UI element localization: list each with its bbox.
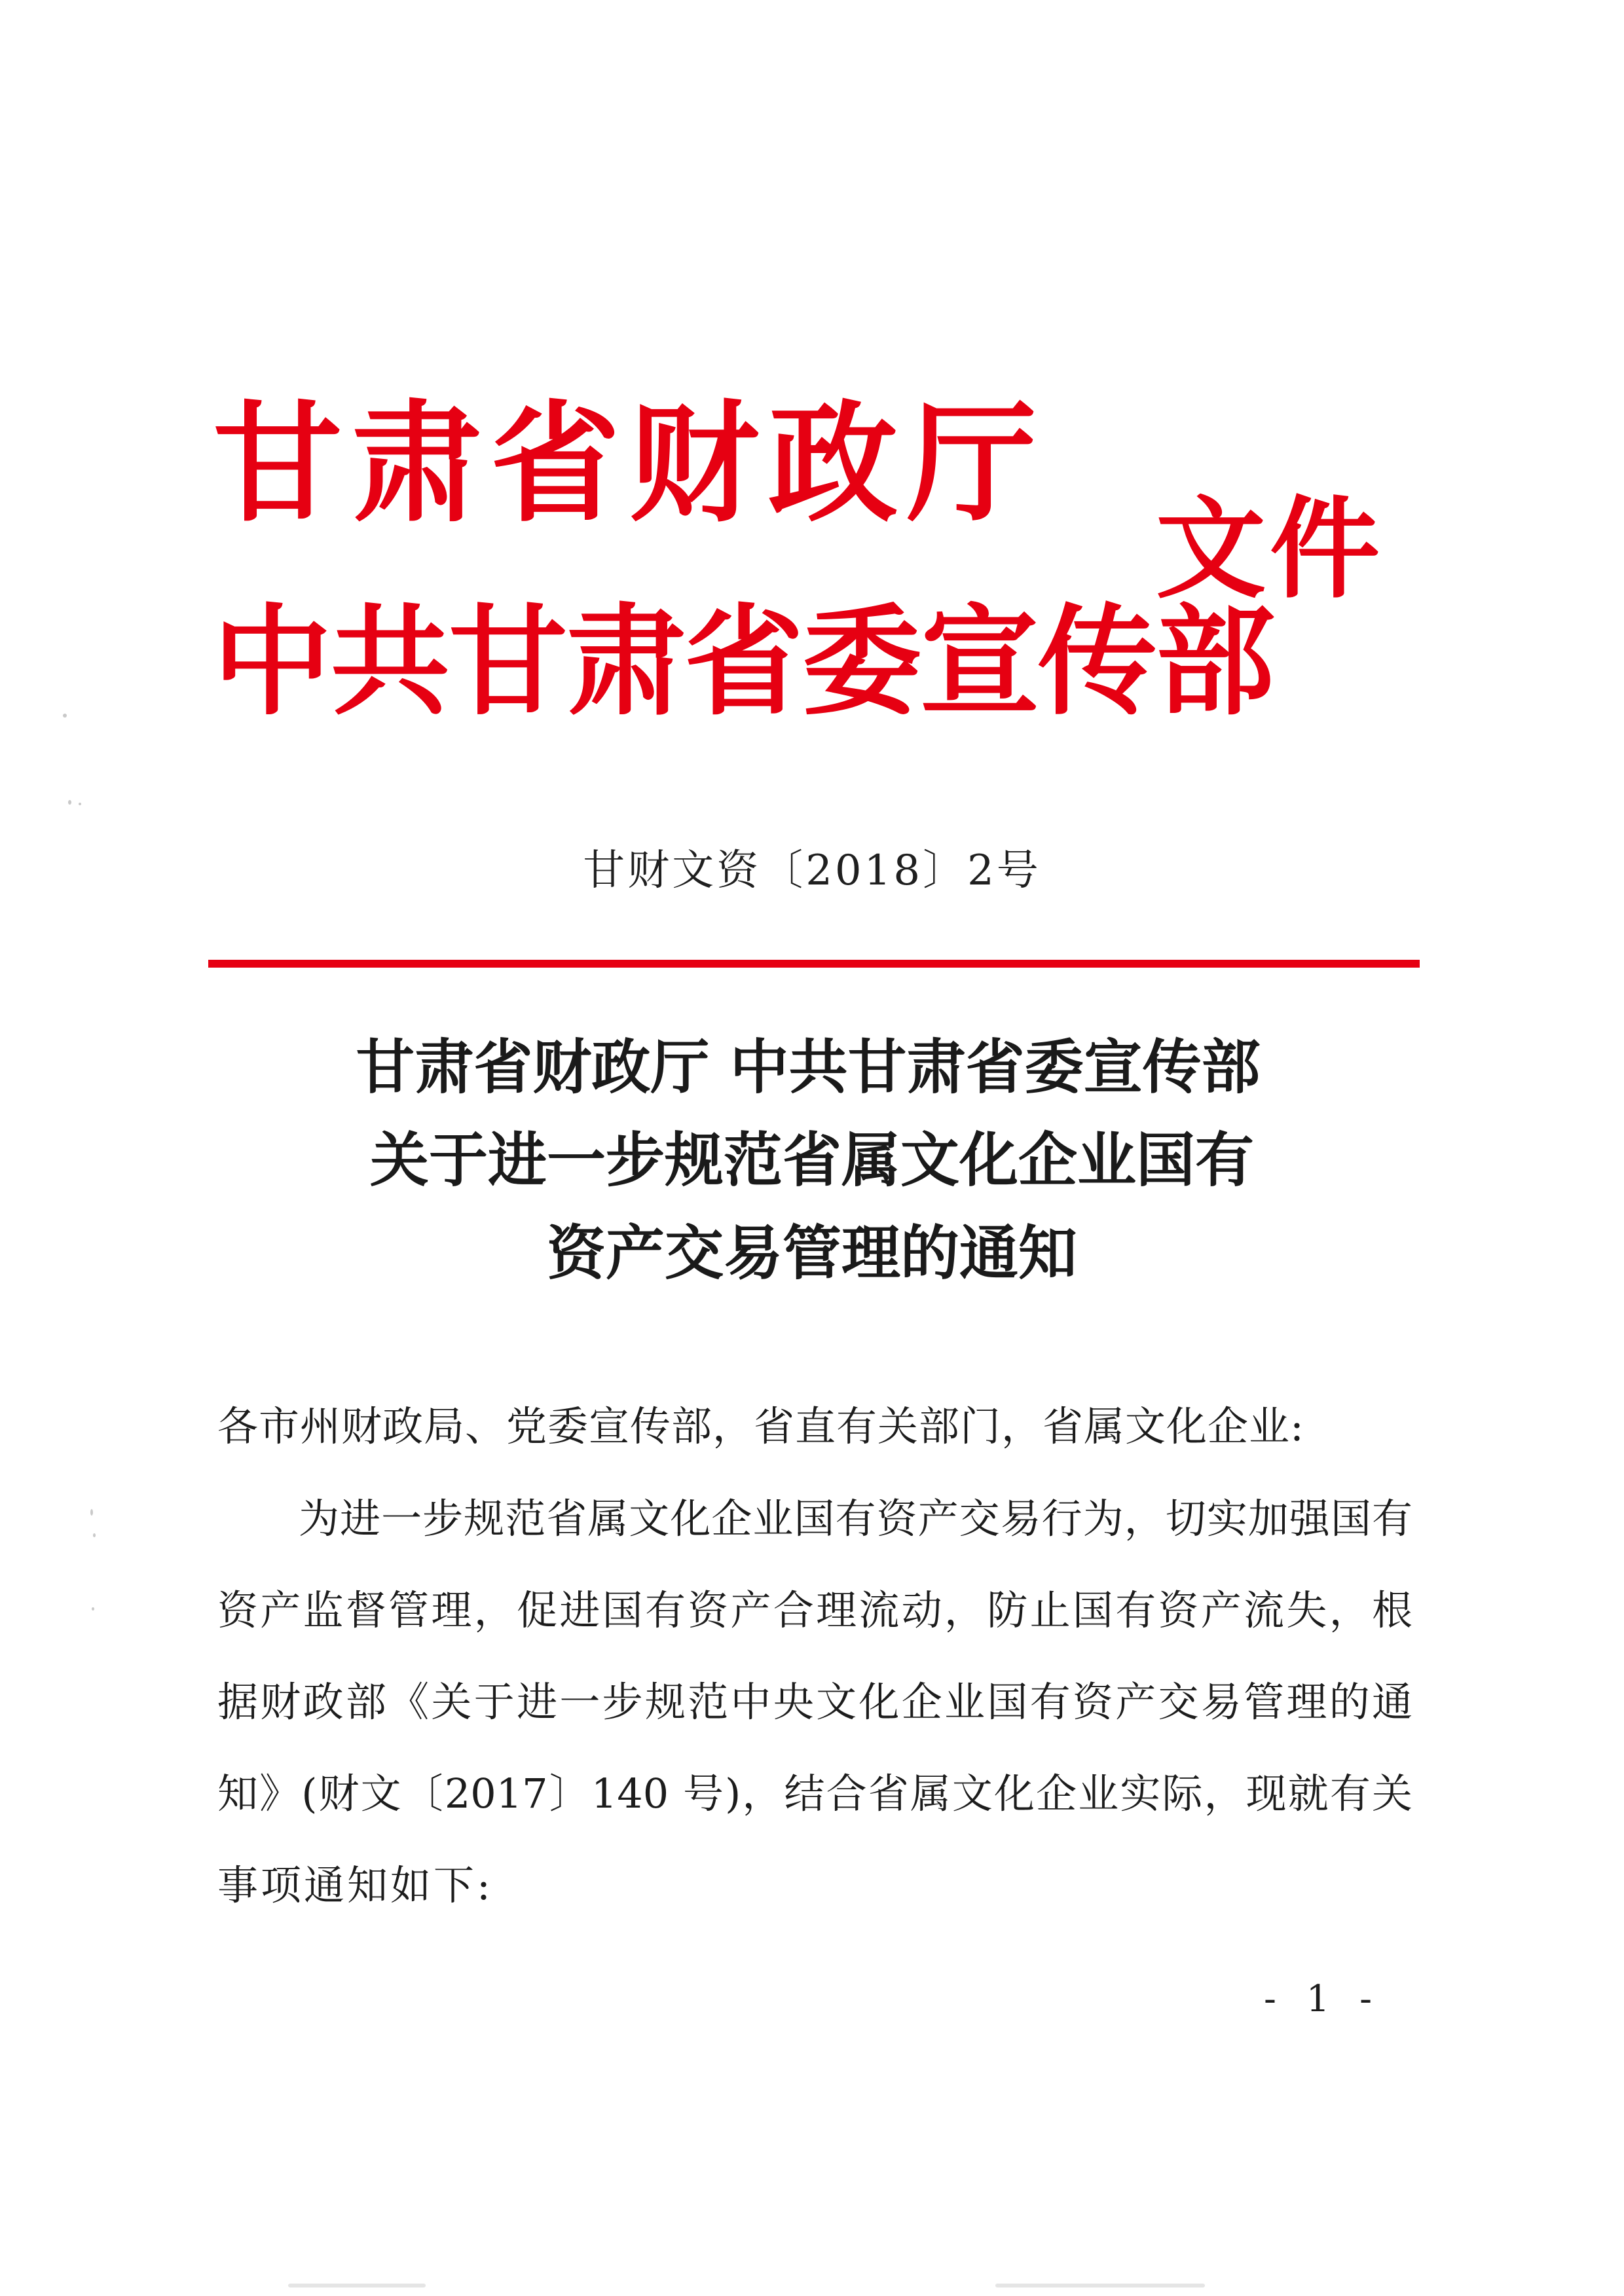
scan-speck (79, 803, 81, 805)
document-number: 甘财文资〔2018〕2号 (583, 847, 1041, 895)
scan-speck (63, 714, 67, 718)
paragraph-line: 资产监督管理，促进国有资产合理流动，防止国有资产流失，根 (217, 1586, 1412, 1634)
scan-speck (92, 1607, 94, 1611)
salutation: 各市州财政局、党委宣传部，省直有关部门，省属文化企业: (217, 1402, 1304, 1450)
title-line: 甘肃省财政厅 中共甘肃省委宣传部 (356, 1032, 1261, 1102)
scan-speck (93, 1533, 96, 1537)
issuing-org-propaganda-dept: 中共甘肃省委宣传部 (213, 592, 1274, 731)
title-line: 资产交易管理的通知 (547, 1218, 1077, 1288)
document-body (217, 1402, 1412, 1957)
document-kind-label: 文件 (1156, 485, 1384, 613)
scan-bleed-mark (288, 2284, 426, 2287)
page-number: - 1 - (1264, 1978, 1382, 2020)
title-line: 关于进一步规范省属文化企业国有 (370, 1125, 1254, 1195)
paragraph-line: 事项通知如下: (217, 1861, 493, 1909)
scan-speck (90, 1509, 93, 1516)
scan-bleed-mark (995, 2284, 1205, 2287)
paragraph-line: 知》(财文〔2017〕140 号)，结合省属文化企业实际，现就有关 (217, 1770, 1412, 1817)
paragraph-line: 据财政部《关于进一步规范中央文化企业国有资产交易管理的通 (217, 1678, 1412, 1726)
document-title (0, 1032, 1624, 1317)
paragraph-line: 为进一步规范省属文化企业国有资产交易行为，切实加强国有 (299, 1495, 1412, 1542)
issuing-org-finance-dept: 甘肃省财政厅 (213, 388, 1046, 539)
scan-speck (68, 800, 71, 805)
red-divider-line (208, 960, 1420, 968)
